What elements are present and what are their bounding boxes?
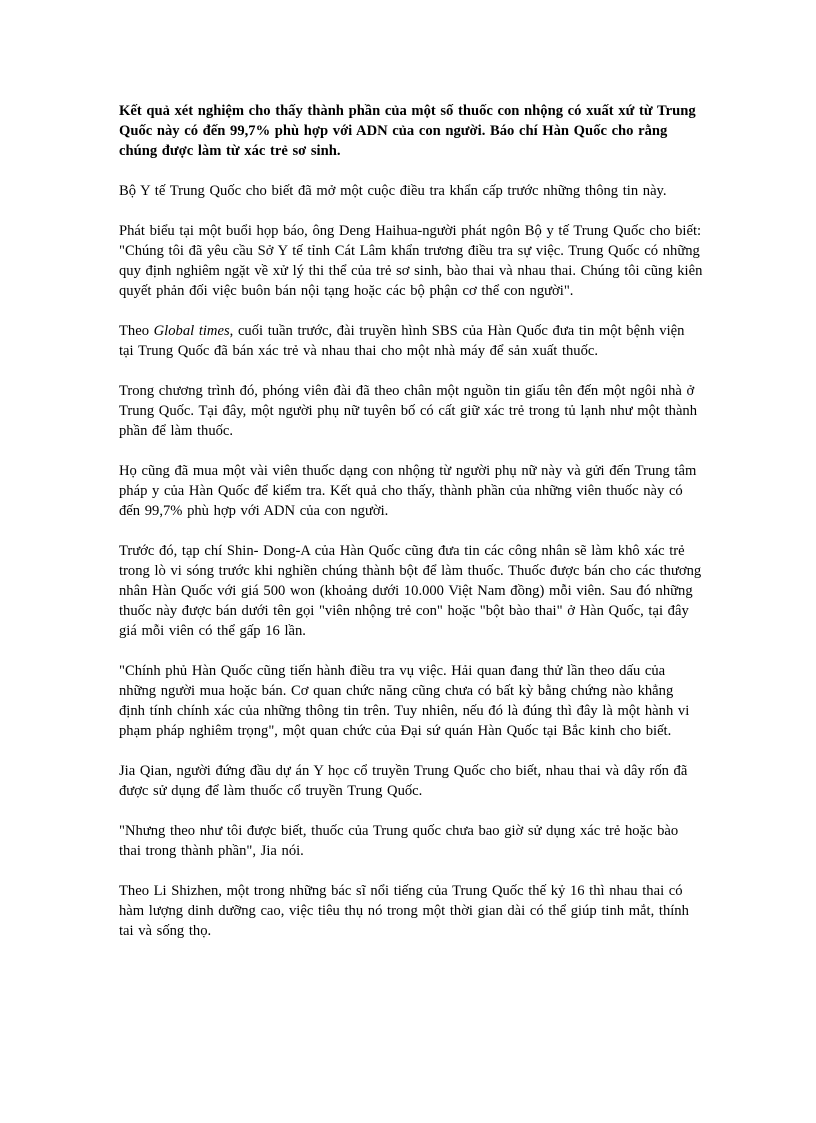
- lead-paragraph: Kết quả xét nghiệm cho thấy thành phần của một số thuốc con nhộng có xuất xứ từ Trung Quốc này có đến 99,7% phù hợp với ADN của con người. Báo chí Hàn Quốc cho rằng chúng được làm từ xác trẻ sơ sinh.: [119, 103, 696, 159]
- document-page: [119, 101, 703, 961]
- paragraph-forensic-test: Họ cũng đã mua một vài viên thuốc dạng con nhộng từ người phụ nữ này và gửi đến Trung tâm pháp y của Hàn Quốc để kiểm tra. Kết quả cho thấy, thành phần của những viên thuốc này có đến 99,7% phù hợp với ADN của con người.: [119, 463, 697, 519]
- paragraph-jia-qian-statement: Jia Qian, người đứng đầu dự án Y học cổ truyền Trung Quốc cho biết, nhau thai và dây rốn đã được sử dụng để làm thuốc cổ truyền Trung Quốc.: [119, 763, 688, 799]
- paragraph-suffix: , cuối tuần trước, đài truyền hình SBS của Hàn Quốc đưa tin một bệnh viện tại Trung Quốc đã bán xác trẻ và nhau thai cho một nhà máy để sản xuất thuốc.: [119, 323, 685, 359]
- paragraph-global-times-report: [119, 321, 703, 361]
- paragraph-spokesperson-statement: Phát biểu tại một buổi họp báo, ông Deng Haihua-người phát ngôn Bộ y tế Trung Quốc cho biết: "Chúng tôi đã yêu cầu Sở Y tế tỉnh Cát Lâm khẩn trương điều tra sự việc. Trung Quốc có những quy định nghiêm ngặt về xử lý thi thể của trẻ sơ sinh, bào thai và nhau thai. Chúng tôi cũng kiên quyết phản đối việc buôn bán nội tạng hoặc các bộ phận cơ thể con người".: [119, 223, 703, 299]
- paragraph-shin-dong-a-report: Trước đó, tạp chí Shin- Dong-A của Hàn Quốc cũng đưa tin các công nhân sẽ làm khô xác trẻ trong lò vi sóng trước khi nghiền chúng thành bột để làm thuốc. Thuốc được bán cho các thương nhân Hàn Quốc với giá 500 won (khoảng dưới 10.000 Việt Nam đồng) mỗi viên. Sau đó những thuốc này được bán dưới tên gọi "viên nhộng trẻ con" hoặc "bột bào thai" ở Hàn Quốc, tại đây giá mỗi viên có thể gấp 16 lần.: [119, 543, 702, 639]
- paragraph-li-shizhen: Theo Li Shizhen, một trong những bác sĩ nổi tiếng của Trung Quốc thế kỷ 16 thì nhau thai có hàm lượng dinh dưỡng cao, việc tiêu thụ nó trong một thời gian dài có thể giúp tinh mắt, thính tai và sống thọ.: [119, 883, 689, 939]
- paragraph-jia-qian-quote: "Nhưng theo như tôi được biết, thuốc của Trung quốc chưa bao giờ sử dụng xác trẻ hoặc bào thai trong thành phần", Jia nói.: [119, 823, 679, 859]
- paragraph-prefix: Theo: [119, 323, 154, 339]
- publication-name: Global times: [153, 323, 230, 339]
- paragraph-health-ministry-investigation: Bộ Y tế Trung Quốc cho biết đã mở một cuộc điều tra khẩn cấp trước những thông tin này.: [119, 183, 667, 199]
- paragraph-reporter-investigation: Trong chương trình đó, phóng viên đài đã theo chân một nguồn tin giấu tên đến một ngôi nhà ở Trung Quốc. Tại đây, một người phụ nữ tuyên bố có cất giữ xác trẻ trong tủ lạnh như một thành phần để làm thuốc.: [119, 383, 698, 439]
- paragraph-korean-government-quote: "Chính phủ Hàn Quốc cũng tiến hành điều tra vụ việc. Hải quan đang thử lần theo dấu của những người mua hoặc bán. Cơ quan chức năng cũng chưa có bất kỳ bằng chứng nào khẳng định tính chính xác của những thông tin trên. Tuy nhiên, nếu đó là đúng thì đây là một hành vi phạm pháp nghiêm trọng", một quan chức của Đại sứ quán Hàn Quốc tại Bắc kinh cho biết.: [119, 663, 690, 739]
